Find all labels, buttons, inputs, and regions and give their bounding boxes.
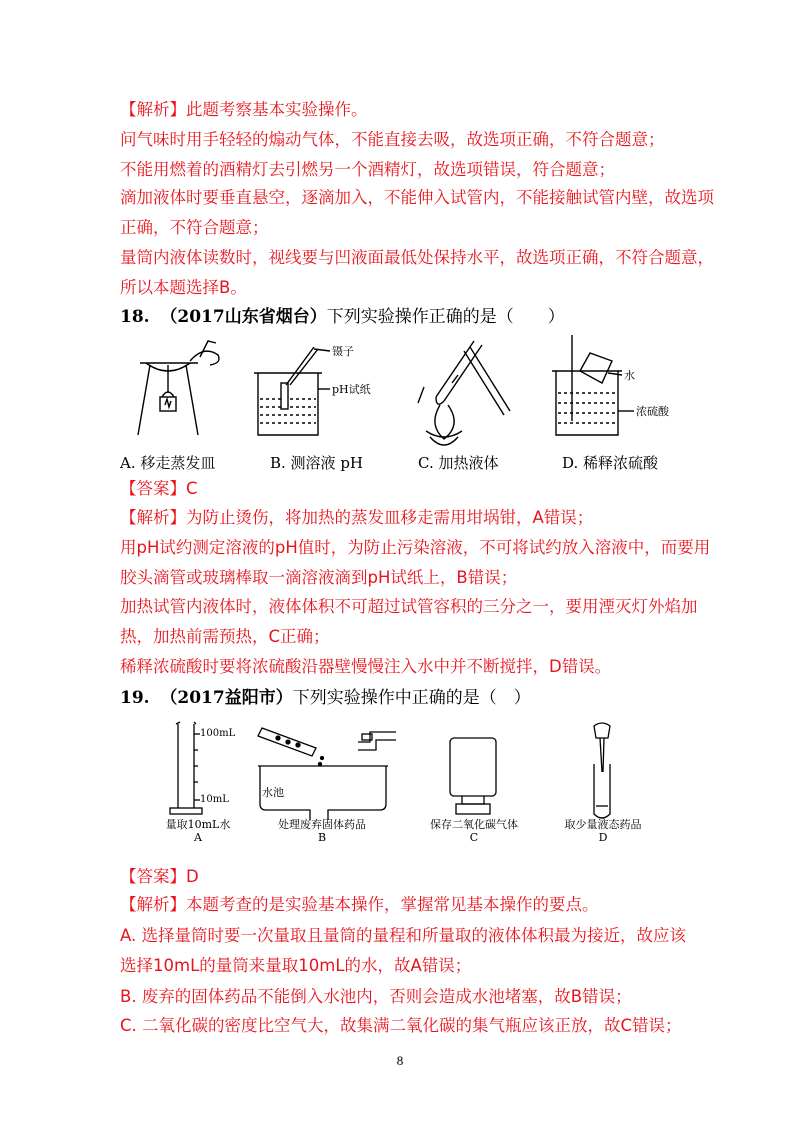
q19-option-d-letter: D (598, 831, 608, 844)
q19-option-c (414, 818, 534, 844)
q19-source: （2017益阳市） (160, 688, 293, 708)
q19-option-d (543, 818, 663, 844)
q18-analysis-line-5: 热，加热前需预热，C正确； (120, 627, 330, 646)
q17-analysis-line-5: 正确，不符合题意； (120, 218, 269, 237)
q17-analysis-line-4: 滴加液体时要垂直悬空，逐滴加入，不能伸入试管内，不能接触试管内壁，故选项 (120, 188, 714, 207)
q18-option-a: A. 移走蒸发皿 (120, 454, 216, 472)
q18-analysis-line-3: 胶头滴管或玻璃棒取一滴溶液滴到pH试纸上，B错误； (120, 568, 518, 587)
q18-figure (118, 335, 678, 455)
q19-option-a-letter: A (194, 831, 202, 844)
q18-analysis-line-1: 【解析】为防止烫伤，将加热的蒸发皿移走需用坩埚钳，A错误； (120, 508, 594, 527)
q19-option-d-diagram (594, 723, 610, 818)
q18-label-conc-acid: 浓硫酸 (636, 405, 669, 418)
q17-analysis-line-2: 问气味时用手轻轻的煽动气体，不能直接去吸，故选项正确，不符合题意； (120, 130, 665, 149)
q19-analysis-line-3: 选择10mL的量筒来量取10mL的水，故A错误； (120, 956, 472, 975)
q19-option-c-letter: C (469, 831, 479, 844)
q18-option-a-diagram (138, 341, 219, 435)
q18-option-c-diagram (418, 341, 510, 445)
q18-label-water: 水 (624, 369, 635, 382)
q18-option-b-diagram (254, 347, 330, 435)
q17-analysis-line-1: 【解析】此题考察基本实验操作。 (120, 100, 368, 119)
q19-stem (120, 686, 531, 710)
q18-analysis-line-2: 用pH试约测定溶液的pH值时，为防止污染溶液，不可将试约放入溶液中，而要用 (120, 538, 711, 557)
q19-option-a-diagram (170, 722, 202, 814)
q19-option-b-letter: B (317, 831, 327, 844)
q18-stem (120, 305, 565, 329)
q18-stem-text: 下列实验操作正确的是（ ） (326, 307, 565, 327)
q19-analysis-line-2: A. 选择量筒时要一次量取且量筒的量程和所量取的液体体积最为接近，故应该 (120, 926, 686, 945)
q18-analysis-line-6: 稀释浓硫酸时要将浓硫酸沿器壁慢慢注入水中并不断搅拌，D错误。 (120, 657, 612, 676)
q18-label-ph-paper: pH试纸 (332, 383, 371, 396)
q18-option-d-diagram (552, 335, 634, 435)
q18-analysis-line-4: 加热试管内液体时，液体体积不可超过试管容积的三分之一，要用湮灭灯外焰加 (120, 597, 698, 616)
q19-number: 19. (120, 688, 150, 708)
q19-option-c-caption: 保存二氧化碳气体 (430, 818, 518, 831)
q19-stem-text: 下列实验操作中正确的是（ ） (292, 688, 531, 708)
q19-answer: 【答案】D (120, 867, 199, 886)
q18-label-tweezers: 镊子 (332, 345, 354, 358)
q19-analysis-line-5: C. 二氧化碳的密度比空气大，故集满二氧化碳的集气瓶应该正放，故C错误； (120, 1016, 682, 1035)
q17-analysis-line-7: 所以本题选择B。 (120, 278, 247, 297)
q19-option-a-caption: 量取10mL水 (165, 818, 231, 831)
q19-label-10ml: 10mL (200, 794, 229, 805)
q18-answer: 【答案】C (120, 479, 198, 498)
q19-label-sink: 水池 (262, 786, 284, 799)
q19-option-a (138, 818, 258, 844)
q19-figure (150, 720, 650, 820)
q18-option-b: B. 测溶液 pH (270, 454, 364, 472)
q19-analysis-line-4: B. 废弃的固体药品不能倒入水池内，否则会造成水池堵塞，故B错误； (120, 987, 632, 1006)
q18-number: 18. (120, 307, 150, 327)
q19-option-b-diagram (258, 728, 396, 820)
q19-option-c-diagram (450, 738, 496, 814)
q19-analysis-line-1: 【解析】本题考查的是实验基本操作，掌握常见基本操作的要点。 (120, 895, 599, 914)
q19-option-b-caption: 处理废弃固体药品 (278, 818, 366, 831)
q18-option-c: C. 加热液体 (418, 454, 499, 472)
q19-option-b (262, 818, 382, 844)
q17-analysis-line-3: 不能用燃着的酒精灯去引燃另一个酒精灯，故选项错误，符合题意； (120, 160, 615, 179)
page-number: 8 (396, 1053, 404, 1068)
q17-analysis-line-6: 量筒内液体读数时，视线要与凹液面最低处保持水平，故选项正确，不符合题意， (120, 248, 714, 267)
q19-label-100ml: 100mL (200, 728, 236, 739)
q19-option-d-caption: 取少量液态药品 (564, 818, 642, 831)
q18-option-d: D. 稀释浓硫酸 (562, 454, 659, 472)
q18-source: （2017山东省烟台） (160, 307, 327, 327)
